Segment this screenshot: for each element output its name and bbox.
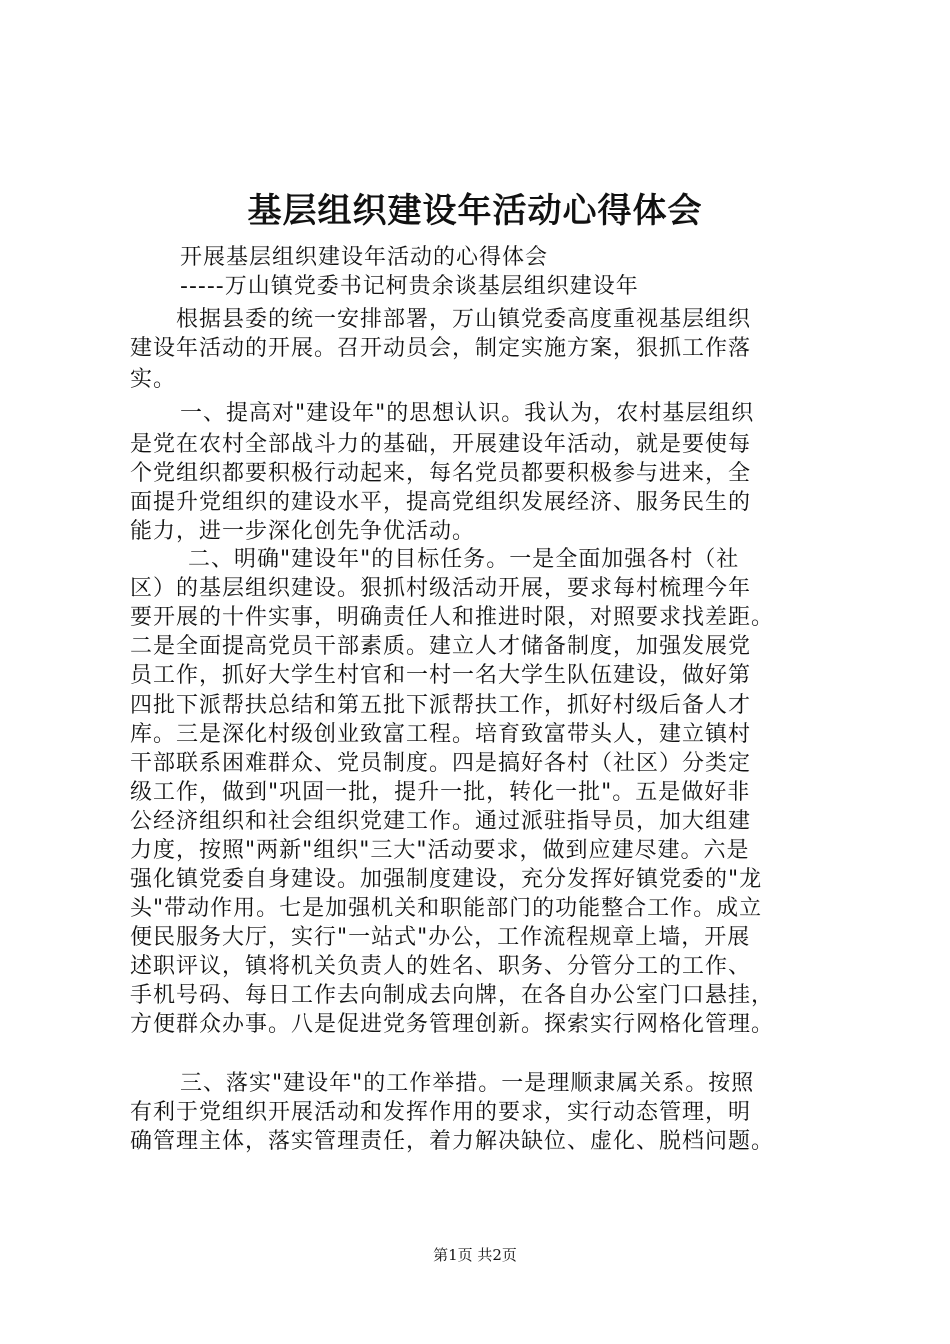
paragraph-line: 二是全面提高党员干部素质。建立人才储备制度，加强发展党 [130, 634, 752, 659]
paragraph-line: 要开展的十件实事，明确责任人和推进时限，对照要求找差距。 [130, 605, 775, 630]
paragraph-line: 方便群众办事。八是促进党务管理创新。探索实行网格化管理。 [130, 1012, 775, 1037]
paragraph-line: 实。 [130, 367, 177, 392]
paragraph-line: 区）的基层组织建设。狠抓村级活动开展，要求每村梳理今年 [130, 576, 752, 601]
paragraph-line: 力度，按照"两新"组织"三大"活动要求，做到应建尽建。六是 [130, 838, 750, 863]
paragraph-line: 三、落实"建设年"的工作举措。一是理顺隶属关系。按照 [180, 1071, 755, 1096]
paragraph-line: 建设年活动的开展。召开动员会，制定实施方案，狠抓工作落 [130, 336, 752, 361]
paragraph-line: 级工作，做到"巩固一批，提升一批，转化一批"。五是做好非 [130, 780, 751, 805]
paragraph-line: 一、提高对"建设年"的思想认识。我认为，农村基层组织 [180, 401, 755, 426]
page-number: 第1页 共2页 [433, 1246, 517, 1264]
paragraph-line: 二、明确"建设年"的目标任务。一是全面加强各村（社 [188, 547, 740, 572]
paragraph-line: 面提升党组织的建设水平，提高党组织发展经济、服务民生的 [130, 490, 752, 515]
paragraph-line: 确管理主体，落实管理责任，着力解决缺位、虚化、脱档问题。 [130, 1129, 775, 1154]
paragraph-line: 头"带动作用。七是加强机关和职能部门的功能整合工作。成立 [130, 896, 763, 921]
paragraph-line: 能力，进一步深化创先争优活动。 [130, 519, 476, 544]
paragraph-line: 有利于党组织开展活动和发挥作用的要求，实行动态管理，明 [130, 1100, 752, 1125]
paragraph-line: 干部联系困难群众、党员制度。四是搞好各村（社区）分类定 [130, 751, 752, 776]
subtitle-line: 开展基层组织建设年活动的心得体会 [180, 245, 549, 270]
paragraph-line: 公经济组织和社会组织党建工作。通过派驻指导员，加大组建 [130, 809, 752, 834]
document-title: 基层组织建设年活动心得体会 [247, 191, 703, 231]
paragraph-line: 库。三是深化村级创业致富工程。培育致富带头人，建立镇村 [130, 722, 752, 747]
author-line: -----万山镇党委书记柯贵余谈基层组织建设年 [180, 274, 639, 299]
paragraph-line: 便民服务大厅，实行"一站式"办公，工作流程规章上墙，开展 [130, 925, 751, 950]
paragraph-line: 根据县委的统一安排部署，万山镇党委高度重视基层组织 [176, 307, 752, 332]
paragraph-line: 强化镇党委自身建设。加强制度建设，充分发挥好镇党委的"龙 [130, 867, 763, 892]
paragraph-line: 是党在农村全部战斗力的基础，开展建设年活动，就是要使每 [130, 432, 752, 457]
paragraph-line: 四批下派帮扶总结和第五批下派帮扶工作，抓好村级后备人才 [130, 693, 752, 718]
paragraph-line: 个党组织都要积极行动起来，每名党员都要积极参与进来，全 [130, 461, 752, 486]
paragraph-line: 手机号码、每日工作去向制成去向牌，在各自办公室门口悬挂， [130, 983, 775, 1008]
paragraph-line: 员工作，抓好大学生村官和一村一名大学生队伍建设，做好第 [130, 663, 752, 688]
paragraph-line: 述职评议，镇将机关负责人的姓名、职务、分管分工的工作、 [130, 954, 752, 979]
